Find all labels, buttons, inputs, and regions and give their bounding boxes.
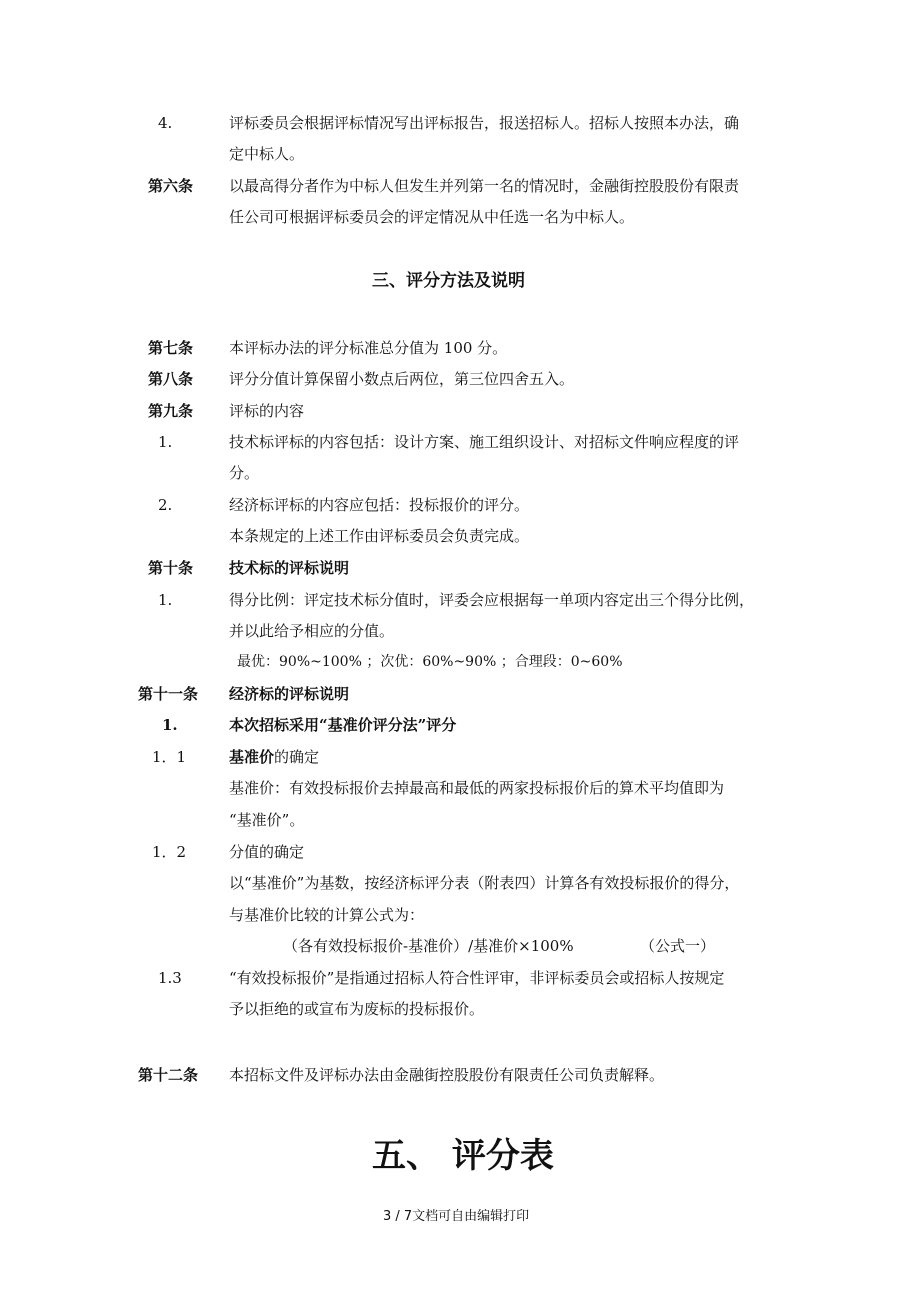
article-11-item-1-1-line3: “基准价”。 [229, 811, 305, 829]
article-11-title: 经济标的评标说明 [229, 685, 350, 703]
article-10-item-1-line2: 并以此给予相应的分值。 [229, 622, 395, 640]
article-11-item-1-text: 本次招标采用“基准价评分法”评分 [229, 716, 457, 734]
article-7-text: 本评标办法的评分标准总分值为 100 分。 [229, 339, 508, 357]
article-6-line2: 任公司可根据评标委员会的评定情况从中任选一名为中标人。 [229, 208, 635, 226]
article-11-item-1-3-label: 1.3 [158, 969, 182, 987]
article-11-item-1-3-line2: 予以拒绝的或宣布为废标的投标报价。 [229, 1000, 485, 1018]
item-label-4: 4. [158, 114, 173, 132]
formula-tag: （公式一） [640, 937, 716, 955]
article-9-text: 评标的内容 [229, 402, 305, 420]
article-12-text: 本招标文件及评标办法由金融街控股股份有限责任公司负责解释。 [229, 1066, 665, 1084]
item4-line1: 评标委员会根据评标情况写出评标报告，报送招标人。招标人按照本办法，确 [229, 114, 740, 132]
article-11-item-1-1-label: 1．1 [152, 748, 187, 766]
article-9-item-2-line1: 经济标评标的内容应包括：投标报价的评分。 [229, 496, 530, 514]
article-10-label: 第十条 [148, 559, 194, 577]
article-7-label: 第七条 [148, 339, 194, 357]
item4-line2: 定中标人。 [229, 145, 305, 163]
article-10-title: 技术标的评标说明 [229, 559, 350, 577]
article-9-item-1-line1: 技术标评标的内容包括：设计方案、施工组织设计、对招标文件响应程度的评 [229, 433, 740, 451]
benchmark-price-term: 基准价 [229, 748, 275, 766]
formula: （各有效投标报价-基准价）/基准价×100% [283, 937, 574, 955]
section-3-title: 三、评分方法及说明 [372, 271, 525, 291]
article-6-line1: 以最高得分者作为中标人但发生并列第一名的情况时，金融街控股股份有限责 [229, 177, 740, 195]
article-11-item-1-3-line1: “有效投标报价”是指通过招标人符合性评审，非评标委员会或招标人按规定 [229, 969, 725, 987]
article-10-item-1-line1: 得分比例：评定技术标分值时，评委会应根据每一单项内容定出三个得分比例， [229, 591, 755, 609]
article-11-item-1-label: 1. [162, 716, 178, 734]
article-8-text: 评分分值计算保留小数点后两位，第三位四舍五入。 [229, 370, 575, 388]
article-10-item-1-label: 1. [158, 591, 173, 609]
benchmark-price-rest: 的确定 [274, 748, 320, 766]
article-11-item-1-2-line3: 与基准价比较的计算公式为： [229, 906, 425, 924]
article-11-item-1-1-line1 [229, 747, 319, 767]
article-11-item-1-1-line2: 基准价：有效投标报价去掉最高和最低的两家投标报价后的算术平均值即为 [229, 779, 725, 797]
article-11-item-1-2-line1: 分值的确定 [229, 843, 305, 861]
article-11-label: 第十一条 [138, 685, 199, 703]
section-5-title: 五、 评分表 [372, 1136, 554, 1176]
article-6-label: 第六条 [148, 177, 194, 195]
article-9-item-1-label: 1. [158, 433, 173, 451]
article-9-label: 第九条 [148, 402, 194, 420]
page-footer: 3 / 7文档可自由编辑打印 [383, 1209, 530, 1224]
article-12-label: 第十二条 [138, 1066, 199, 1084]
article-9-item-1-line2: 分。 [229, 464, 260, 482]
article-11-item-1-2-line2: 以“基准价”为基数，按经济标评分表（附表四）计算各有效投标报价的得分， [229, 874, 740, 892]
article-9-item-2-label: 2. [158, 496, 173, 514]
article-8-label: 第八条 [148, 370, 194, 388]
article-10-ratios: 最优：90%~100% ；次优：60%~90% ；合理段：0~60% [237, 654, 623, 670]
article-9-item-2-line2: 本条规定的上述工作由评标委员会负责完成。 [229, 527, 530, 545]
article-11-item-1-2-label: 1．2 [152, 843, 187, 861]
